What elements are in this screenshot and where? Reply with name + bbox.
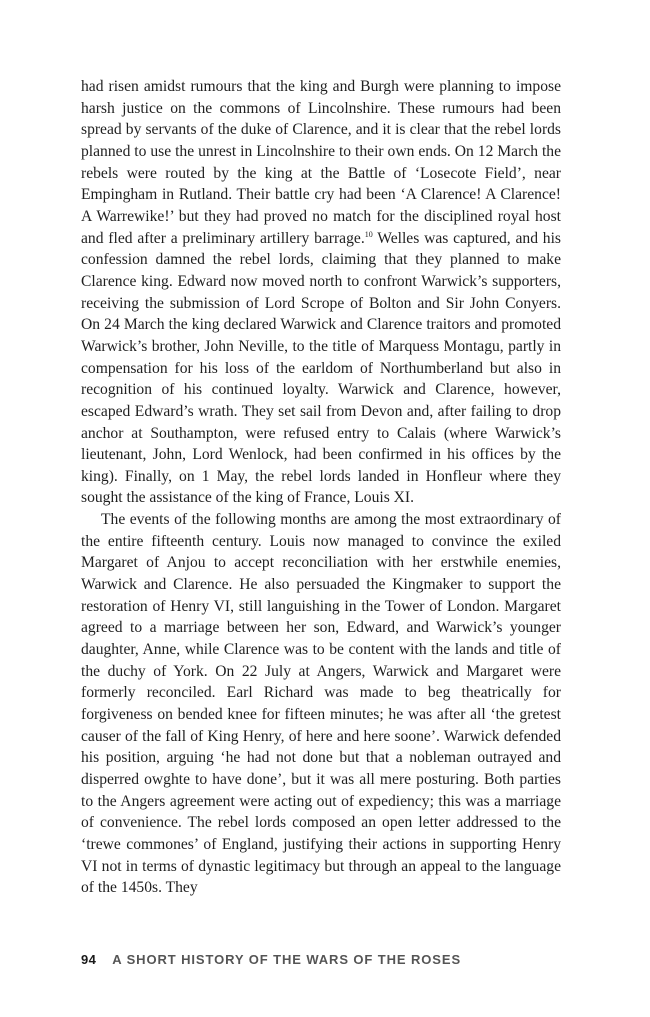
footnote-marker: 10 <box>364 229 373 239</box>
paragraph-text: had risen amidst rumours that the king and Burgh were planning to impose harsh justice on the commons of Lincolnshire. These rumours had been spread by servants of the duke of Clarence, and it is clear that the rebel lords planned to use the unrest in Lincolnshire to their own ends. On 12 March the rebels were routed by the king at the Battle of ‘Losecote Field’, near Empingham in Rutland. Their battle cry had been ‘A Clarence! A Clarence! A Warrewike!’ but they had proved no match for the disciplined royal host and fled after a preliminary artillery barrage. <box>81 78 561 247</box>
paragraph-text: Welles was captured, and his confession damned the rebel lords, claiming that they planned to make Clarence king. Edward now moved north to confront Warwick’s supporters, receiving the submission of Lord Scrope of Bolton and Sir John Conyers. On 24 March the king declared Warwick and Clarence traitors and promoted Warwick’s brother, John Neville, to the title of Marquess Montagu, partly in compensation for his loss of the earldom of Northumberland but also in recognition of his continued loyalty. Warwick and Clarence, however, escaped Edward’s wrath. They set sail from Devon and, after failing to drop anchor at Southampton, were refused entry to Calais (where Warwick’s lieutenant, John, Lord Wenlock, had been confirmed in his offices by the king). Finally, on 1 May, the rebel lords landed in Honfleur where they sought the assistance of the king of France, Louis XI. <box>81 229 561 507</box>
paragraph <box>81 76 561 509</box>
running-title: A SHORT HISTORY OF THE WARS OF THE ROSES <box>112 952 462 967</box>
page-footer <box>81 952 461 967</box>
body-text <box>81 76 561 899</box>
paragraph: The events of the following months are among the most extraordinary of the entire fifteenth century. Louis now managed to convince the exiled Margaret of Anjou to accept reconciliation with her erstwhile enemies, Warwick and Clarence. He also persuaded the Kingmaker to support the restoration of Henry VI, still languishing in the Tower of London. Margaret agreed to a marriage between her son, Edward, and Warwick’s younger daughter, Anne, while Clarence was to be content with the lands and title of the duchy of York. On 22 July at Angers, Warwick and Margaret were formerly reconciled. Earl Richard was made to beg theatrically for forgiveness on bended knee for fifteen minutes; he was after all ‘the gretest causer of the fall of King Henry, of here and here soone’. Warwick defended his position, arguing ‘he had not done but that a nobleman outrayed and disperred owghte to have done’, but it was all mere posturing. Both parties to the Angers agreement were acting out of expediency; this was a marriage of convenience. The rebel lords composed an open letter addressed to the ‘trewe commones’ of England, justifying their actions in supporting Henry VI not in terms of dynastic legitimacy but through an appeal to the language of the 1450s. They <box>81 511 561 897</box>
page-number: 94 <box>81 952 97 967</box>
